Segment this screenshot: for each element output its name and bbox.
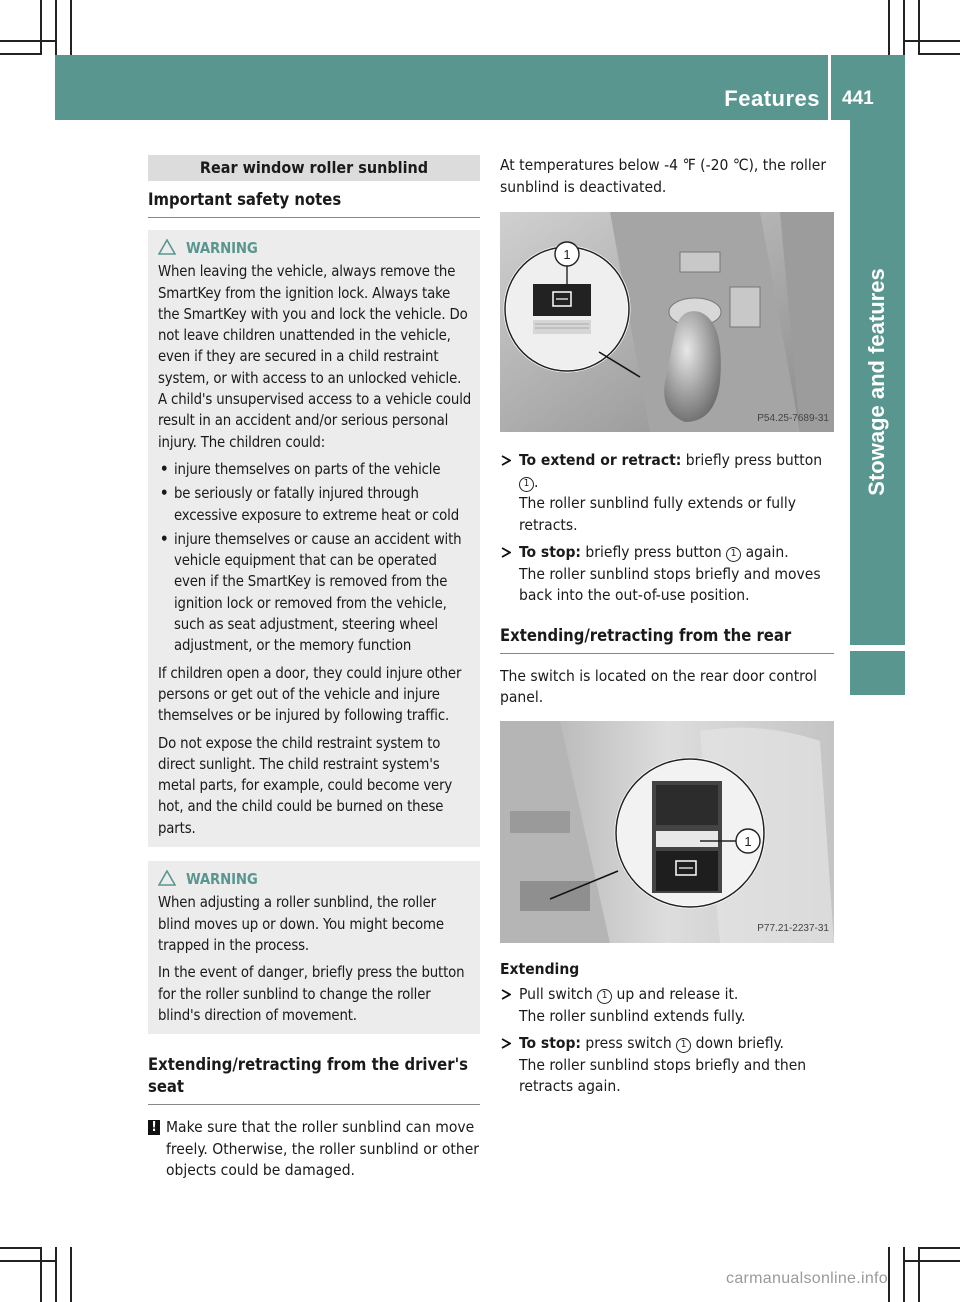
warning-title: WARNING: [158, 238, 472, 259]
rear-door-illustration: [500, 721, 834, 943]
subheading-safety: Important safety notes: [148, 189, 480, 218]
warning-box: [148, 861, 480, 1034]
center-console-illustration: [500, 212, 834, 432]
left-column: [148, 155, 480, 1182]
side-tab-label: Stowage and features: [864, 268, 889, 496]
step-item: Pull switch 1 up and release it. The roller sunblind extends fully.: [500, 984, 834, 1027]
warning-paragraph: When leaving the vehicle, always remove the SmartKey from the ignition lock. Always take the SmartKey with you and lock the vehicle. Do not leave children unattended in the vehicle, even if they are secured in a child restraint system, or with access to an unlocked vehicle. A child's unsupervised access to a vehicle could result in an accident and/or serious personal injury. The children could:: [158, 263, 472, 451]
callout-1: 1: [563, 247, 571, 262]
rear-door-photo: [500, 721, 834, 943]
header-title: Features: [724, 86, 820, 111]
step-item: To stop: press switch 1 down briefly. The roller sunblind stops briefly and then retracts again.: [500, 1033, 834, 1098]
warning-triangle-icon: [158, 239, 176, 261]
step-item: To extend or retract: briefly press button 1 . The roller sunblind fully extends or fully retracts.: [500, 450, 834, 536]
step-arrow-icon: [501, 984, 511, 1000]
list-item: • injure themselves or cause an accident with vehicle equipment that can be operated even if the SmartKey is removed from the ignition lock or removed from the vehicle, such as seat adjustment, steering wheel adjustment, or the memory function: [158, 529, 472, 657]
page-number: 441: [842, 88, 874, 109]
caution-note: ! Make sure that the roller sunblind can move freely. Otherwise, the roller sunblind or other objects could be damaged.: [148, 1117, 480, 1182]
exclamation-icon: !: [148, 1120, 160, 1135]
step-arrow-icon: [501, 450, 511, 466]
callout-number: 1: [676, 1038, 691, 1053]
section-title: Rear window roller sunblind: [148, 155, 480, 181]
callout-number: 1: [519, 477, 534, 492]
warning-paragraph: When adjusting a roller sunblind, the roller blind moves up or down. You might become trapped in the process.: [158, 894, 444, 954]
subheading-rear: Extending/retracting from the rear: [500, 625, 834, 654]
warning-title: WARNING: [158, 869, 472, 890]
step-arrow-icon: [501, 542, 511, 558]
warning-bullet-list: [158, 459, 472, 657]
step-arrow-icon: [501, 1033, 511, 1049]
extending-label: Extending: [500, 959, 580, 978]
temperature-note: At temperatures below -4 ℉ (-20 ℃), the roller sunblind is deactivated.: [500, 156, 827, 196]
center-console-photo: [500, 212, 834, 432]
callout-number: 1: [726, 547, 741, 562]
callout-number: 1: [597, 989, 612, 1004]
photo-code: P77.21-2237-31: [757, 923, 829, 934]
side-tab-marker: [850, 651, 905, 695]
warning-paragraph: Do not expose the child restraint system to direct sunlight. The child restraint system's metal parts, for example, could become very hot, and the child could be burned on these parts.: [158, 734, 453, 837]
step-item: To stop: briefly press button 1 again. The roller sunblind stops briefly and moves back into the out-of-use position.: [500, 542, 834, 607]
rear-paragraph: The switch is located on the rear door control panel.: [500, 666, 817, 706]
warning-paragraph: If children open a door, they could injure other persons or get out of the vehicle and injure themselves or be injured by following traffic.: [158, 664, 462, 725]
warning-paragraph: In the event of danger, briefly press the button for the roller sunblind to change the roller blind's direction of movement.: [158, 964, 465, 1024]
list-item: • be seriously or fatally injured through excessive exposure to extreme heat or cold: [158, 483, 472, 526]
footer-watermark: carmanualsonline.info: [726, 1270, 888, 1287]
right-column: [500, 155, 834, 1104]
photo-code: P54.25-7689-31: [757, 412, 829, 424]
callout-1: 1: [744, 833, 752, 849]
list-item: • injure themselves on parts of the vehicle: [158, 459, 472, 480]
subheading-driver-seat: Extending/retracting from the driver's seat: [148, 1054, 480, 1105]
warning-box: [148, 230, 480, 847]
warning-triangle-icon: [158, 870, 176, 892]
header-divider: [828, 55, 831, 120]
